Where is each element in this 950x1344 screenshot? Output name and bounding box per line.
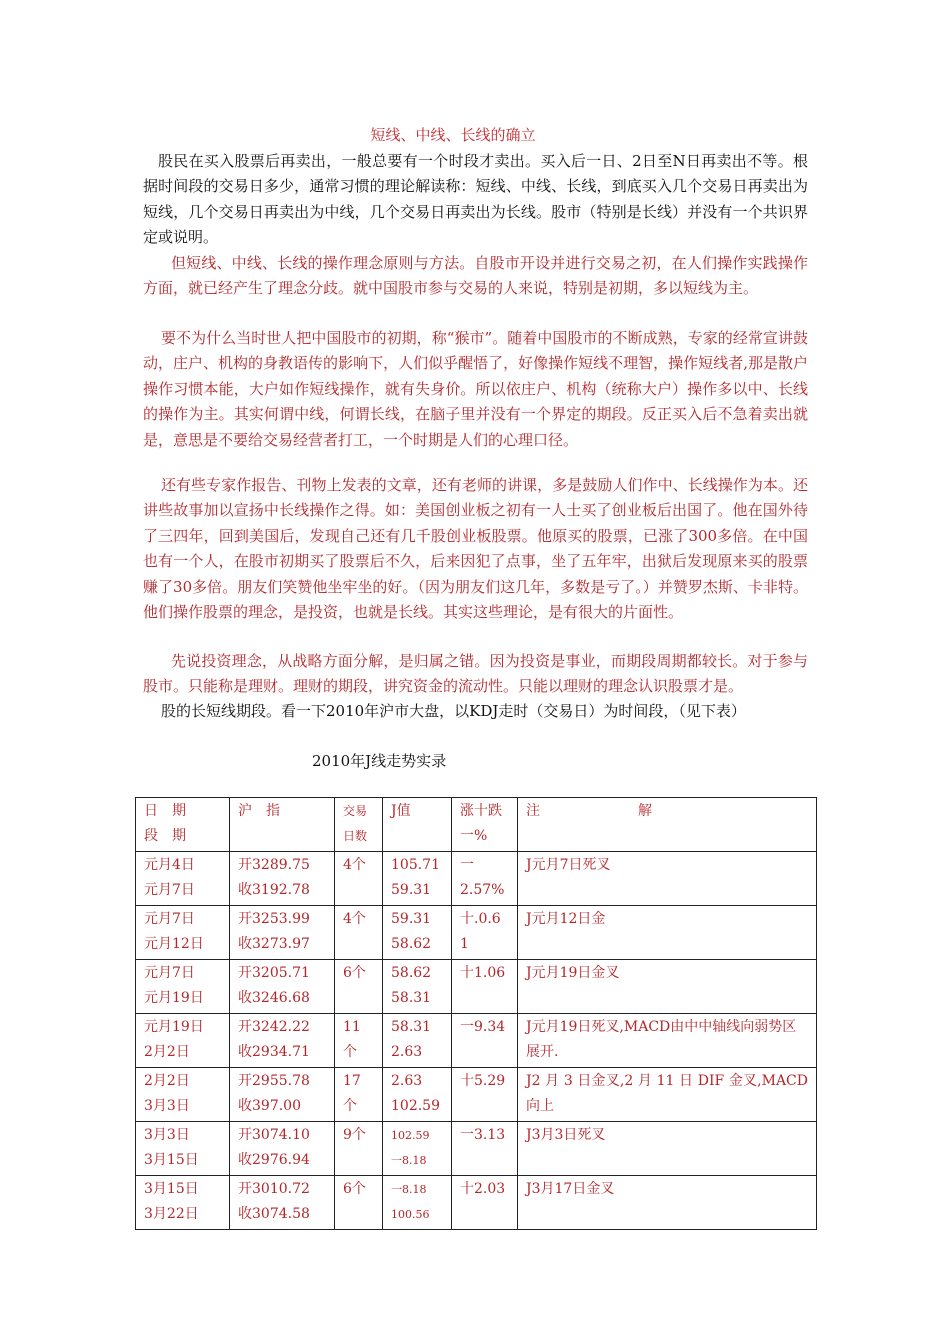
paragraph-6: 股的长短线期段。看一下2010年沪市大盘，以KDJ走时（交易日）为时间段，（见下表） — [161, 702, 746, 720]
cell-pct: 十1.06 — [452, 960, 518, 1014]
cell-j: 58.31 2.63 — [383, 1014, 452, 1068]
cell-index: 开3010.72 收3074.58 — [230, 1176, 335, 1230]
paragraph-2: 但短线、中线、长线的操作理念原则与方法。自股市开设并进行交易之初，在人们操作实践操作方面，就已经产生了理念分歧。就中国股市参与交易的人来说，特别是初期，多以短线为主。 — [143, 254, 808, 298]
paragraph-1: 股民在买入股票后再卖出，一般总要有一个时段才卖出。买入后一日、2日至N日再卖出不等。根据时间段的交易日多少，通常习惯的理论解读称：短线、中线、长线，到底买入几个交易日再卖出为短线，几个交易日再卖出为中线，几个交易日再卖出为长线。股市（特别是长线）并没有一个共识界定或说明。 — [143, 152, 808, 247]
cell-j: 102.59 一8.18 — [383, 1122, 452, 1176]
table-header-row — [136, 798, 817, 852]
header-days: 交易 日数 — [335, 798, 383, 852]
table-row — [136, 960, 817, 1014]
cell-note: J元月19日金叉 — [518, 960, 817, 1014]
table-title: 2010年J线走势实录 — [312, 752, 447, 770]
cell-note: J元月7日死叉 — [518, 852, 817, 906]
cell-date: 3月3日 3月15日 — [136, 1122, 230, 1176]
cell-date: 元月7日 元月12日 — [136, 906, 230, 960]
cell-days: 9个 — [335, 1122, 383, 1176]
cell-days: 4个 — [335, 906, 383, 960]
cell-days: 4个 — [335, 852, 383, 906]
paragraph-4: 还有些专家作报告、刊物上发表的文章，还有老师的讲课，多是鼓励人们作中、长线操作为本。还讲些故事加以宣扬中长线操作之得。如：美国创业板之初有一人士买了创业板后出国了。他在国外待了三四年，回到美国后，发现自己还有几千股创业板股票。他原买的股票，已涨了300多倍。在中国也有一个人，在股市初期买了股票后不久，后来因犯了点事，坐了五年牢，出狱后发现原来买的股票赚了30多倍。朋友们笑赞他坐牢坐的好。（因为朋友们这几年，多数是亏了。）并赞罗杰斯、卡非特。他们操作股票的理念，是投资，也就是长线。其实这些理论，是有很大的片面性。 — [143, 476, 808, 622]
table-row — [136, 852, 817, 906]
cell-pct: 十5.29 — [452, 1068, 518, 1122]
cell-days: 6个 — [335, 1176, 383, 1230]
cell-pct: 一 2.57% — [452, 852, 518, 906]
cell-index: 开2955.78 收397.00 — [230, 1068, 335, 1122]
table-row — [136, 1014, 817, 1068]
cell-index: 开3074.10 收2976.94 — [230, 1122, 335, 1176]
cell-note: J3月17日金叉 — [518, 1176, 817, 1230]
cell-index: 开3253.99 收3273.97 — [230, 906, 335, 960]
table-row — [136, 1068, 817, 1122]
paragraph-3: 要不为什么当时世人把中国股市的初期，称“猴市”。随着中国股市的不断成熟，专家的经常宣讲鼓动，庄户、机构的身教语传的影响下，人们似乎醒悟了，好像操作短线不理智，操作短线者,那是散户操作习惯本能，大户如作短线操作，就有失身价。所以依庄户、机构（统称大户）操作多以中、长线的操作为主。其实何谓中线，何谓长线，在脑子里并没有一个界定的期段。反正买入后不急着卖出就是，意思是不要给交易经营者打工，一个时期是人们的心理口径。 — [143, 329, 808, 449]
cell-index: 开3205.71 收3246.68 — [230, 960, 335, 1014]
cell-date: 元月4日 元月7日 — [136, 852, 230, 906]
j-line-table — [135, 797, 817, 1230]
cell-pct: 十.0.61 — [452, 906, 518, 960]
cell-j: 一8.18 100.56 — [383, 1176, 452, 1230]
cell-pct: 一9.34 — [452, 1014, 518, 1068]
header-pct: 涨十跌 一% — [452, 798, 518, 852]
cell-days: 6个 — [335, 960, 383, 1014]
cell-note: J2 月 3 日金叉,2 月 11 日 DIF 金叉,MACD向上 — [518, 1068, 817, 1122]
cell-pct: 一3.13 — [452, 1122, 518, 1176]
cell-note: J3月3日死叉 — [518, 1122, 817, 1176]
cell-index: 开3289.75 收3192.78 — [230, 852, 335, 906]
cell-days: 11个 — [335, 1014, 383, 1068]
cell-j: 58.62 58.31 — [383, 960, 452, 1014]
cell-days: 17个 — [335, 1068, 383, 1122]
header-note: 注 解 — [518, 798, 817, 852]
header-j: J值 — [383, 798, 452, 852]
cell-note: J元月12日金 — [518, 906, 817, 960]
cell-index: 开3242.22 收2934.71 — [230, 1014, 335, 1068]
cell-date: 元月7日 元月19日 — [136, 960, 230, 1014]
cell-j: 2.63 102.59 — [383, 1068, 452, 1122]
cell-note: J元月19日死叉,MACD由中中轴线向弱势区展开. — [518, 1014, 817, 1068]
cell-date: 元月19日 2月2日 — [136, 1014, 230, 1068]
table-row — [136, 906, 817, 960]
document-title: 短线、中线、长线的确立 — [370, 126, 536, 144]
cell-j: 59.31 58.62 — [383, 906, 452, 960]
header-index: 沪 指 — [230, 798, 335, 852]
table-row — [136, 1122, 817, 1176]
cell-pct: 十2.03 — [452, 1176, 518, 1230]
cell-date: 2月2日 3月3日 — [136, 1068, 230, 1122]
paragraph-5: 先说投资理念，从战略方面分解，是归属之错。因为投资是事业，而期段周期都较长。对于参与股市。只能称是理财。理财的期段，讲究资金的流动性。只能以理财的理念认识股票才是。 — [143, 652, 808, 696]
table-row — [136, 1176, 817, 1230]
cell-j: 105.71 59.31 — [383, 852, 452, 906]
header-date: 日 期 段 期 — [136, 798, 230, 852]
cell-date: 3月15日 3月22日 — [136, 1176, 230, 1230]
